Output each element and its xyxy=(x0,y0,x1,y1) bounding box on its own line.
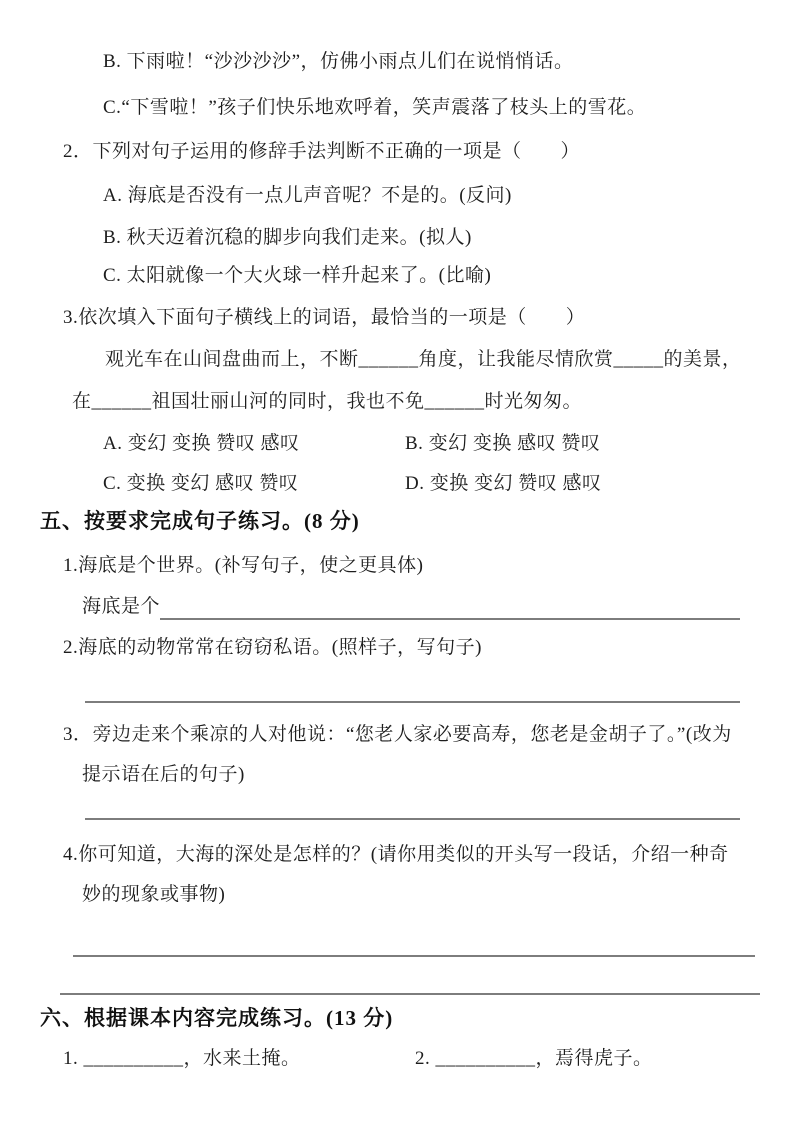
q3-stem: 3.依次填入下面句子横线上的词语，最恰当的一项是（ ） xyxy=(63,307,586,328)
q2-option-c: C. 太阳就像一个大火球一样升起来了。(比喻) xyxy=(103,265,492,286)
answer-blank-line xyxy=(85,701,740,703)
answer-blank-line xyxy=(85,818,740,820)
s5-q3-stem-line2: 提示语在后的句子) xyxy=(82,764,245,785)
q2-stem: 2．下列对句子运用的修辞手法判断不正确的一项是（ ） xyxy=(63,141,581,162)
s5-q2-stem: 2.海底的动物常常在窃窃私语。(照样子，写句子) xyxy=(63,637,482,658)
s5-q1-answer-prefix: 海底是个 xyxy=(82,596,161,617)
q1-option-b: B. 下雨啦！“沙沙沙沙”，仿佛小雨点儿们在说悄悄话。 xyxy=(103,51,574,72)
q3-sentence-line2: 在______祖国壮丽山河的同时，我也不免______时光匆匆。 xyxy=(72,391,583,412)
answer-blank-line xyxy=(73,955,755,957)
s6-item-2: 2. __________，焉得虎子。 xyxy=(415,1048,653,1069)
s5-q3-stem-line1: 3．旁边走来个乘凉的人对他说：“您老人家必要高寿，您老是金胡子了。”(改为 xyxy=(63,724,732,745)
answer-blank-line xyxy=(60,993,760,995)
q1-option-c: C.“下雪啦！”孩子们快乐地欢呼着，笑声震落了枝头上的雪花。 xyxy=(103,97,647,118)
s5-q4-stem-line2: 妙的现象或事物) xyxy=(82,884,226,905)
q2-option-b: B. 秋天迈着沉稳的脚步向我们走来。(拟人) xyxy=(103,227,472,248)
q2-option-a: A. 海底是否没有一点儿声音呢？不是的。(反问) xyxy=(103,185,512,206)
section5-heading: 五、按要求完成句子练习。(8 分) xyxy=(40,509,360,533)
q3-option-d: D. 变换 变幻 赞叹 感叹 xyxy=(405,473,602,494)
answer-blank-line xyxy=(160,596,740,620)
s5-q1-stem: 1.海底是个世界。(补写句子，使之更具体) xyxy=(63,555,424,576)
q3-option-b: B. 变幻 变换 感叹 赞叹 xyxy=(405,433,601,454)
s5-q4-stem-line1: 4.你可知道，大海的深处是怎样的？(请你用类似的开头写一段话，介绍一种奇 xyxy=(63,844,729,865)
q3-option-a: A. 变幻 变换 赞叹 感叹 xyxy=(103,433,300,454)
q3-option-c: C. 变换 变幻 感叹 赞叹 xyxy=(103,473,299,494)
section6-heading: 六、根据课本内容完成练习。(13 分) xyxy=(40,1006,394,1030)
s5-q1-answer-line xyxy=(82,594,740,620)
s6-item-1: 1. __________，水来土掩。 xyxy=(63,1048,301,1069)
q3-sentence-line1: 观光车在山间盘曲而上，不断______角度，让我能尽情欣赏_____的美景， xyxy=(105,349,742,370)
